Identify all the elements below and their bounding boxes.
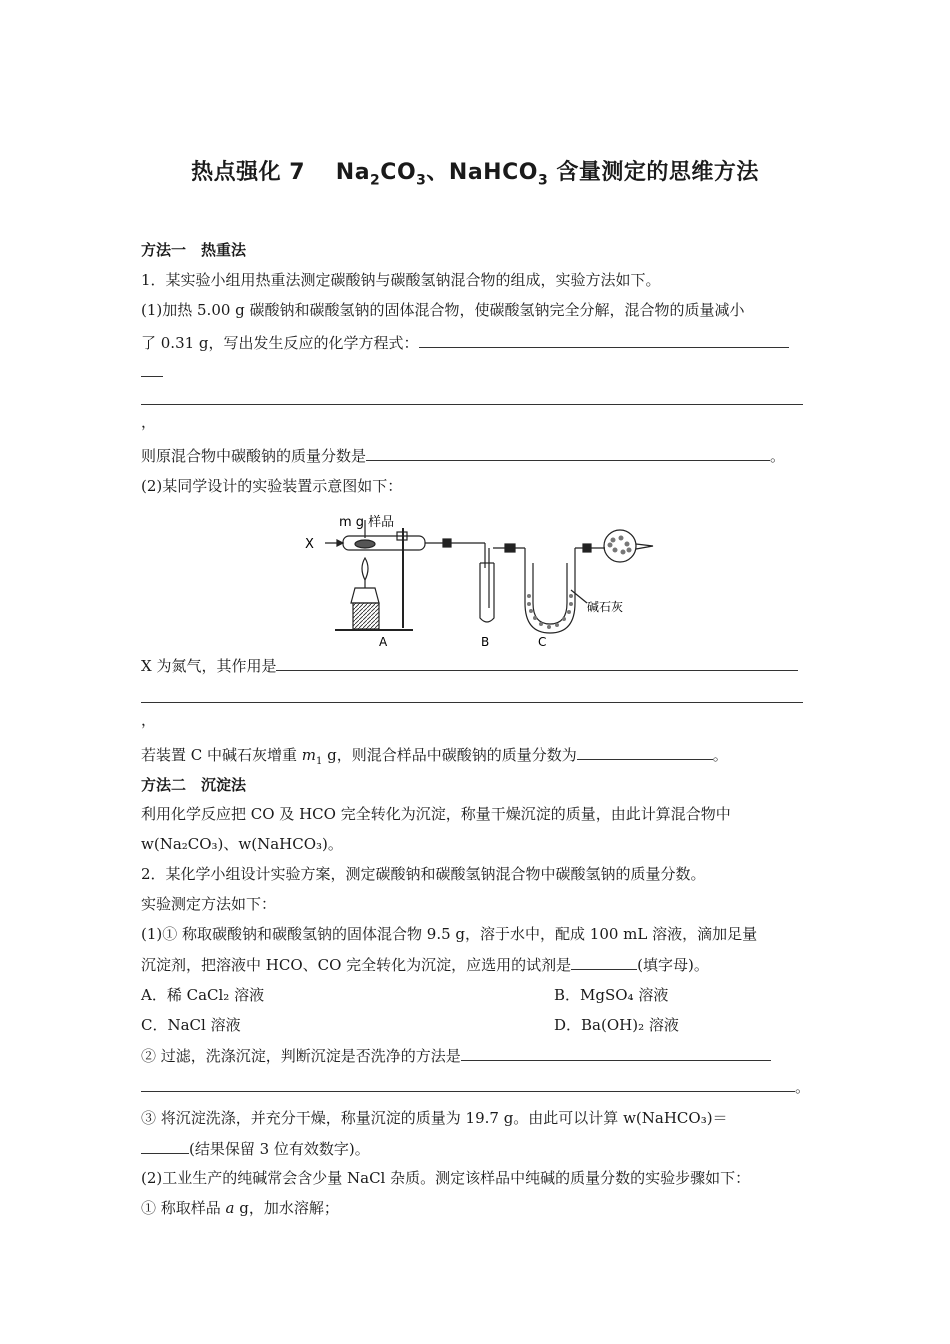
q1-period: 。 — [770, 447, 786, 465]
title-sub-2: 2 — [370, 172, 381, 189]
q2-wash-blank-line2[interactable] — [141, 1076, 795, 1092]
sample-label: m g 样品 — [339, 515, 395, 530]
q1-x-text: X 为氮气，其作用是 — [141, 657, 277, 675]
option-b[interactable]: B．MgSO₄ 溶液 — [554, 986, 669, 1004]
method1-heading: 方法一 热重法 — [141, 241, 247, 259]
q2-part1-end: (填字母)。 — [637, 956, 709, 974]
q1-part1-text-b: 了 0.31 g，写出发生反应的化学方程式： — [141, 334, 419, 352]
drying-tube-tip — [636, 544, 653, 549]
q2-part1-line-a: (1)① 称取碳酸钠和碳酸氢钠的固体混合物 9.5 g，溶于水中，配成 100 mL 溶液，滴加足量 — [141, 925, 758, 943]
apparatus-figure — [295, 508, 655, 648]
q1-m1-text-b: g，则混合样品中碳酸钠的质量分数为 — [322, 746, 577, 764]
q2-part3-text-b: (结果保留 3 位有效数字)。 — [189, 1140, 370, 1158]
q1-x-blank[interactable] — [276, 655, 798, 671]
option-d[interactable]: D．Ba(OH)₂ 溶液 — [554, 1016, 679, 1034]
q1-m1-line — [141, 744, 811, 772]
title-co: CO — [380, 160, 417, 185]
lamp-block — [353, 603, 379, 629]
q2-part5-var: a — [225, 1199, 235, 1217]
q2-part1-text-b: 沉淀剂，把溶液中 HCO、CO 完全转化为沉淀，应选用的试剂是 — [141, 956, 572, 974]
q1-part1-line-a: (1)加热 5.00 g 碳酸钠和碳酸氢钠的固体混合物，使碳酸氢钠完全分解，混合物的质量减小 — [141, 301, 745, 319]
option-c[interactable]: C．NaCl 溶液 — [141, 1016, 241, 1034]
title-sub-3: 3 — [416, 172, 427, 189]
lamp-body — [351, 588, 379, 603]
test-tube-b — [480, 563, 494, 622]
q1-equation-blank-cont[interactable] — [141, 376, 163, 377]
q1-part2: (2)某同学设计的实验装置示意图如下： — [141, 477, 403, 495]
q2-part2-end: 。 — [795, 1078, 811, 1096]
x-arrow-head — [337, 540, 343, 546]
u-tube-c-inner — [533, 563, 567, 624]
q2-part2-line — [141, 1045, 811, 1066]
title-nahco: 、NaHCO — [426, 160, 538, 185]
title-na: Na — [335, 160, 371, 185]
q1-part1-line-b — [141, 332, 811, 353]
q2-options-row-1 — [141, 985, 811, 1005]
q2-part1-line-b — [141, 954, 811, 975]
q1-fraction-blank[interactable] — [366, 445, 770, 461]
connector-3 — [583, 544, 591, 552]
method2-intro-b: w(Na₂CO₃)、w(NaHCO₃)。 — [141, 835, 343, 853]
flame — [362, 558, 368, 580]
q1-part1-line-c — [141, 445, 811, 466]
method2-intro-a: 利用化学反应把 CO 及 HCO 完全转化为沉淀，称量干燥沉淀的质量，由此计算混合物中 — [141, 805, 731, 823]
label-a: A — [379, 635, 388, 648]
q2-wash-blank[interactable] — [461, 1045, 771, 1061]
q1-m1-end: 。 — [712, 746, 728, 764]
q1-comma-2: ， — [141, 711, 157, 729]
lime-label: 碱石灰 — [587, 600, 624, 614]
q2-reagent-blank[interactable] — [571, 954, 637, 970]
sample-pile — [355, 540, 375, 548]
q2-options-row-2 — [141, 1015, 811, 1035]
q1-m1-sub: 1 — [316, 756, 323, 767]
q2-method: 实验测定方法如下： — [141, 895, 277, 913]
q1-x-line — [141, 655, 811, 676]
connector-2 — [505, 544, 515, 552]
option-a[interactable]: A．稀 CaCl₂ 溶液 — [141, 986, 265, 1004]
title-suffix: 含量测定的思维方法 — [548, 160, 759, 185]
q2-part2-line-2 — [141, 1076, 811, 1097]
q2-part2-text: ② 过滤，洗涤沉淀，判断沉淀是否洗净的方法是 — [141, 1047, 461, 1065]
q2-intro: 2．某化学小组设计实验方案，测定碳酸钠和碳酸氢钠混合物中碳酸氢钠的质量分数。 — [141, 865, 706, 883]
lime-pointer — [571, 590, 587, 603]
q1-m1-var: m — [301, 746, 317, 764]
x-label: X — [305, 537, 314, 552]
q1-equation-blank-line2[interactable] — [141, 404, 803, 405]
label-c: C — [538, 635, 547, 648]
q2-part3-line-b — [141, 1138, 811, 1159]
q2-part5 — [141, 1198, 811, 1218]
method2-heading: 方法二 沉淀法 — [141, 776, 247, 794]
label-b: B — [481, 635, 490, 648]
q1-equation-blank[interactable] — [419, 332, 789, 348]
page-title — [0, 155, 950, 188]
title-prefix: 热点强化 7 — [191, 160, 306, 185]
title-sub-3b: 3 — [537, 172, 549, 189]
connector-1 — [443, 539, 451, 547]
q2-result-blank[interactable] — [141, 1138, 189, 1154]
q2-part5-text-a: ① 称取样品 — [141, 1199, 226, 1217]
q1-m1-blank[interactable] — [577, 744, 713, 760]
q2-part4: (2)工业生产的纯碱常会含少量 NaCl 杂质。测定该样品中纯碱的质量分数的实验步骤如下： — [141, 1169, 751, 1187]
q1-m1-text-a: 若装置 C 中碱石灰增重 — [141, 746, 302, 764]
q2-part3-line-a: ③ 将沉淀洗涤，并充分干燥，称量沉淀的质量为 19.7 g。由此可以计算 w(NaHCO₃)＝ — [141, 1109, 728, 1127]
q1-part1-text-c: 则原混合物中碳酸钠的质量分数是 — [141, 447, 367, 465]
q1-intro: 1．某实验小组用热重法测定碳酸钠与碳酸氢钠混合物的组成，实验方法如下。 — [141, 271, 661, 289]
soda-lime-granules — [527, 536, 632, 630]
q2-part5-text-b: g，加水溶解； — [234, 1199, 339, 1217]
q1-x-blank-line2[interactable] — [141, 702, 803, 703]
q1-comma: ， — [141, 413, 157, 431]
